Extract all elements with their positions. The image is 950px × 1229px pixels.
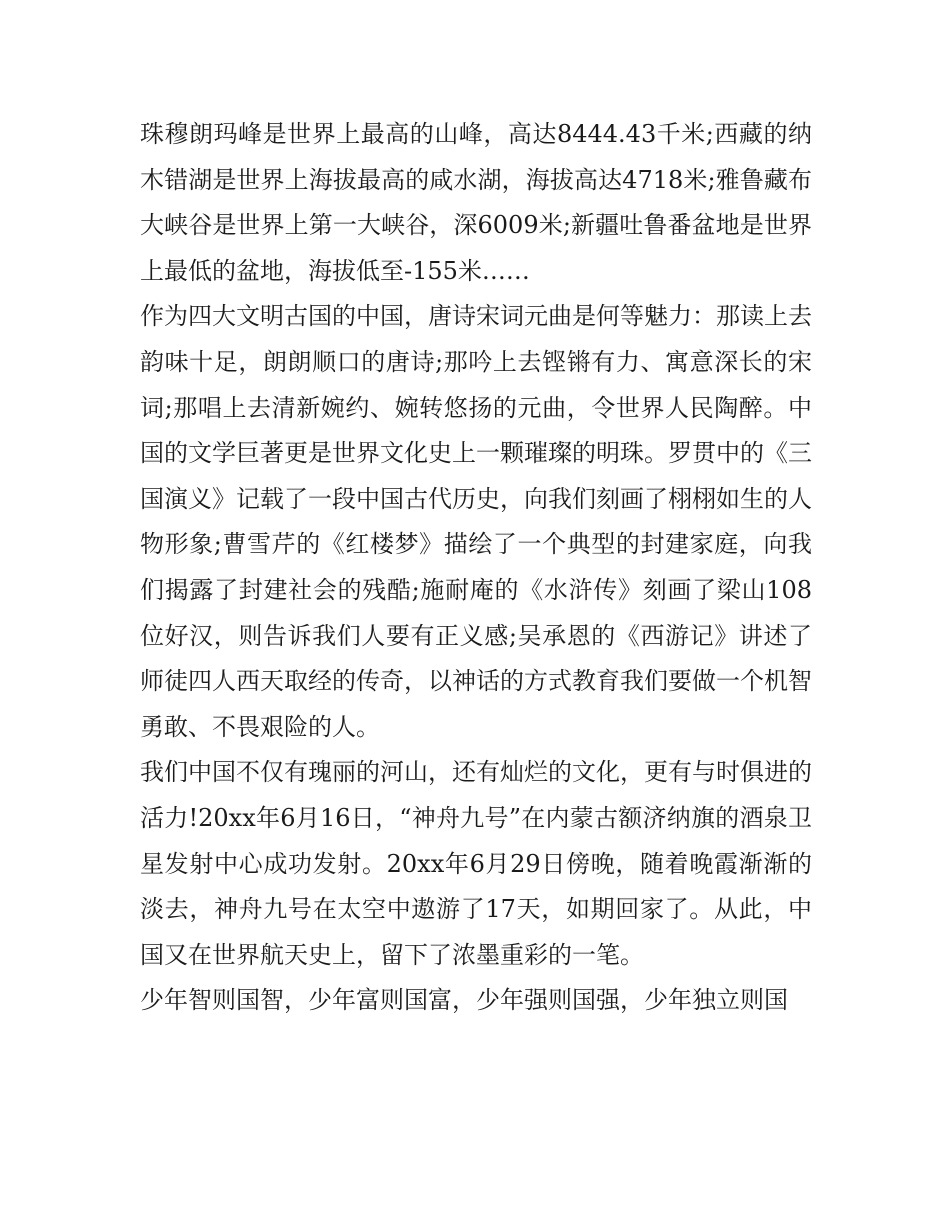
paragraph-literature: 作为四大文明古国的中国，唐诗宋词元曲是何等魅力：那读上去韵味十足，朗朗顺口的唐诗;那吟上去铿锵有力、寓意深长的宋词;那唱上去清新婉约、婉转悠扬的元曲，令世界人民陶醉。中国的文学巨著更是世界文化史上一颗璀璨的明珠。罗贯中的《三国演义》记载了一段中国古代历史，向我们刻画了栩栩如生的人物形象;曹雪芹的《红楼梦》描绘了一个典型的封建家庭，向我们揭露了封建社会的残酷;施耐庵的《水浒传》刻画了梁山108位好汉，则告诉我们人要有正义感;吴承恩的《西游记》讲述了师徒四人西天取经的传奇，以神话的方式教育我们要做一个机智勇敢、不畏艰险的人。 xyxy=(140,302,812,741)
paragraph-spaceflight: 我们中国不仅有瑰丽的河山，还有灿烂的文化，更有与时俱进的活力!20xx年6月16日，“神舟九号”在内蒙古额济纳旗的酒泉卫星发射中心成功发射。20xx年6月29日傍晚，随着晚霞渐渐的淡去，神舟九号在太空中遨游了17天，如期回家了。从此，中国又在世界航天史上，留下了浓墨重彩的一笔。 xyxy=(140,758,812,969)
paragraph-geography: 珠穆朗玛峰是世界上最高的山峰，高达8444.43千米;西藏的纳木错湖是世界上海拔最高的咸水湖，海拔高达4718米;雅鲁藏布大峡谷是世界上第一大峡谷，深6009米;新疆吐鲁番盆地是世界上最低的盆地，海拔低至-155米…… xyxy=(140,120,812,285)
document-body xyxy=(140,112,812,1024)
paragraph-youth: 少年智则国智，少年富则国富，少年强则国强，少年独立则国 xyxy=(140,986,788,1015)
